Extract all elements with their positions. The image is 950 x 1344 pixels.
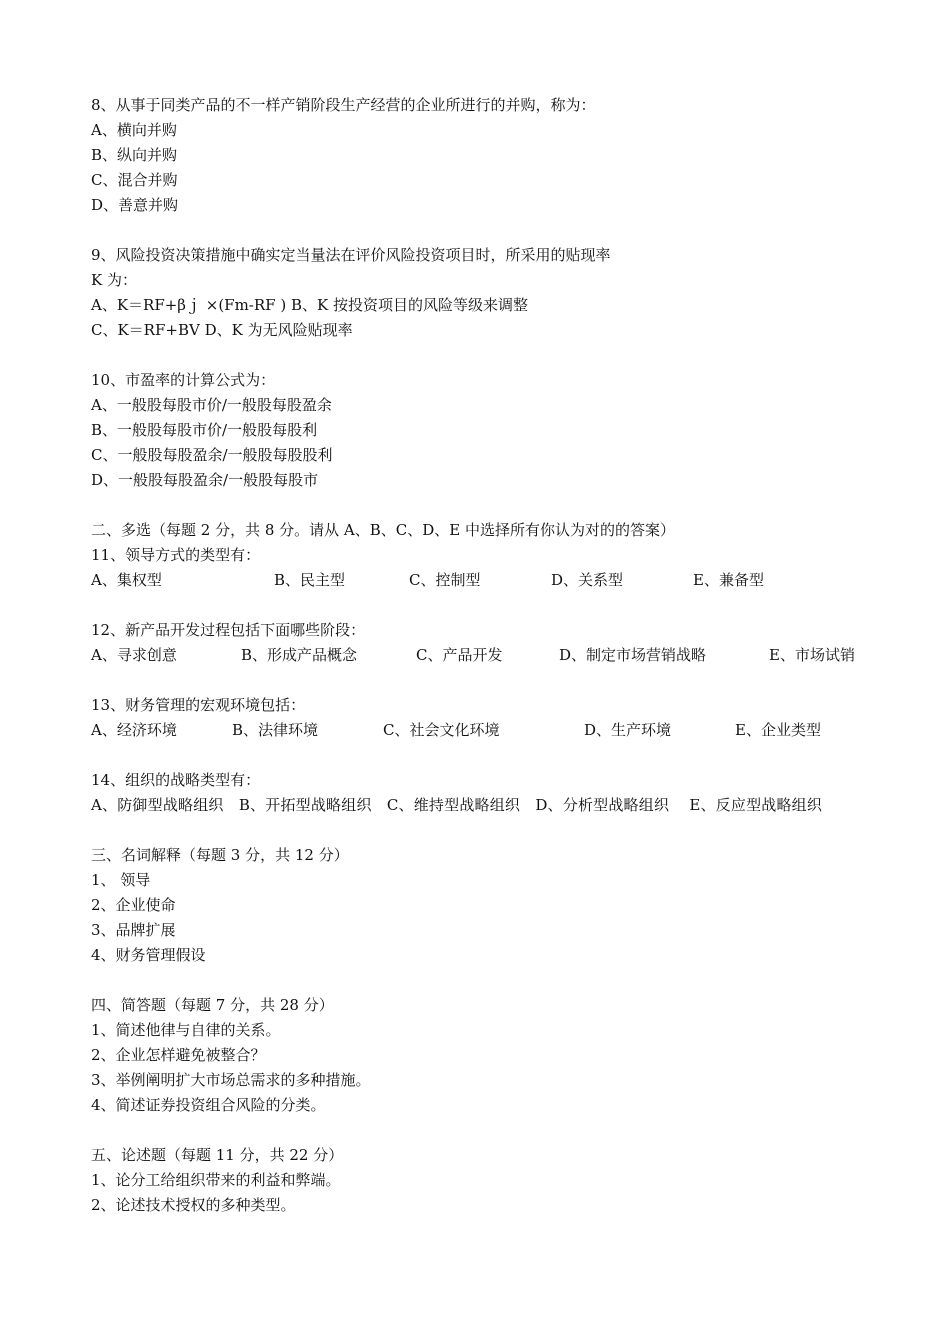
q8-stem: 8、从事于同类产品的不一样产销阶段生产经营的企业所进行的并购，称为： — [91, 96, 596, 114]
q8-option-d: D、善意并购 — [91, 196, 179, 214]
q8-option-c: C、混合并购 — [91, 171, 178, 189]
section4-item-4: 4、简述证券投资组合风险的分类。 — [91, 1096, 326, 1114]
spacer — [91, 818, 881, 843]
spacer — [91, 593, 881, 618]
q13-stem: 13、财务管理的宏观环境包括： — [91, 696, 306, 714]
q11-option-a: A、集权型 — [91, 571, 162, 589]
q11-option-b: B、民主型 — [274, 571, 346, 589]
section5-item-1: 1、论分工给组织带来的利益和弊端。 — [91, 1171, 341, 1189]
spacer — [91, 493, 881, 518]
section4-item-3: 3、举例阐明扩大市场总需求的多种措施。 — [91, 1071, 371, 1089]
q11-option-c: C、控制型 — [409, 571, 481, 589]
q9-options-line1: A、K＝RF+βｊ ×(Fm-RF ) B、K 按投资项目的风险等级来调整 — [91, 296, 528, 314]
q14-options: A、防御型战略组织 B、开拓型战略组织 C、维持型战略组织 D、分析型战略组织 E、反应型战略组织 — [91, 796, 823, 814]
spacer — [91, 218, 881, 243]
q13-options — [91, 718, 881, 743]
q11-option-e: E、兼备型 — [693, 571, 764, 589]
q8-option-a: A、横向并购 — [91, 121, 177, 139]
q10-option-d: D、一般股每股盈余/一般股每股市 — [91, 471, 319, 489]
q12-option-b: B、形成产品概念 — [241, 646, 358, 664]
section5-item-2: 2、论述技术授权的多种类型。 — [91, 1196, 296, 1214]
exam-page — [91, 93, 881, 1218]
section3-item-1: 1、 领导 — [91, 871, 151, 889]
spacer — [91, 743, 881, 768]
q9-options-line2: C、K＝RF+BV D、K 为无风险贴现率 — [91, 321, 353, 339]
q13-option-b: B、法律环境 — [232, 721, 319, 739]
section3-item-4: 4、财务管理假设 — [91, 946, 206, 964]
spacer — [91, 668, 881, 693]
q13-option-a: A、经济环境 — [91, 721, 177, 739]
spacer — [91, 968, 881, 993]
q12-stem: 12、新产品开发过程包括下面哪些阶段： — [91, 621, 366, 639]
q12-option-d: D、制定市场营销战略 — [559, 646, 707, 664]
section4-item-2: 2、企业怎样避免被整合？ — [91, 1046, 266, 1064]
q10-option-a: A、一般股每股市价/一般股每股盈余 — [91, 396, 332, 414]
q12-option-e: E、市场试销 — [769, 646, 855, 664]
q8-option-b: B、纵向并购 — [91, 146, 178, 164]
section3-heading: 三、名词解释（每题 3 分，共 12 分） — [91, 846, 349, 864]
q12-options — [91, 643, 881, 668]
spacer — [91, 343, 881, 368]
section4-heading: 四、简答题（每题 7 分，共 28 分） — [91, 996, 334, 1014]
q11-option-d: D、关系型 — [551, 571, 624, 589]
q12-option-c: C、产品开发 — [416, 646, 503, 664]
q10-stem: 10、市盈率的计算公式为： — [91, 371, 276, 389]
q11-options — [91, 568, 881, 593]
q12-option-a: A、寻求创意 — [91, 646, 177, 664]
section2-heading: 二、多选（每题 2 分，共 8 分。请从 A、B、C、D、E 中选择所有你认为对的的答案） — [91, 521, 676, 539]
spacer — [91, 1118, 881, 1143]
q13-option-c: C、社会文化环境 — [383, 721, 500, 739]
q14-stem: 14、组织的战略类型有： — [91, 771, 261, 789]
section3-item-2: 2、企业使命 — [91, 896, 176, 914]
q10-option-b: B、一般股每股市价/一般股每股利 — [91, 421, 318, 439]
q11-stem: 11、领导方式的类型有： — [91, 546, 261, 564]
section4-item-1: 1、简述他律与自律的关系。 — [91, 1021, 281, 1039]
q9-stem-line2: K 为： — [91, 271, 137, 289]
q13-option-e: E、企业类型 — [735, 721, 821, 739]
section5-heading: 五、论述题（每题 11 分，共 22 分） — [91, 1146, 344, 1164]
section3-item-3: 3、品牌扩展 — [91, 921, 176, 939]
q9-stem-line1: 9、风险投资决策措施中确实定当量法在评价风险投资项目时，所采用的贴现率 — [91, 246, 611, 264]
q13-option-d: D、生产环境 — [584, 721, 672, 739]
q10-option-c: C、一般股每股盈余/一般股每股股利 — [91, 446, 333, 464]
